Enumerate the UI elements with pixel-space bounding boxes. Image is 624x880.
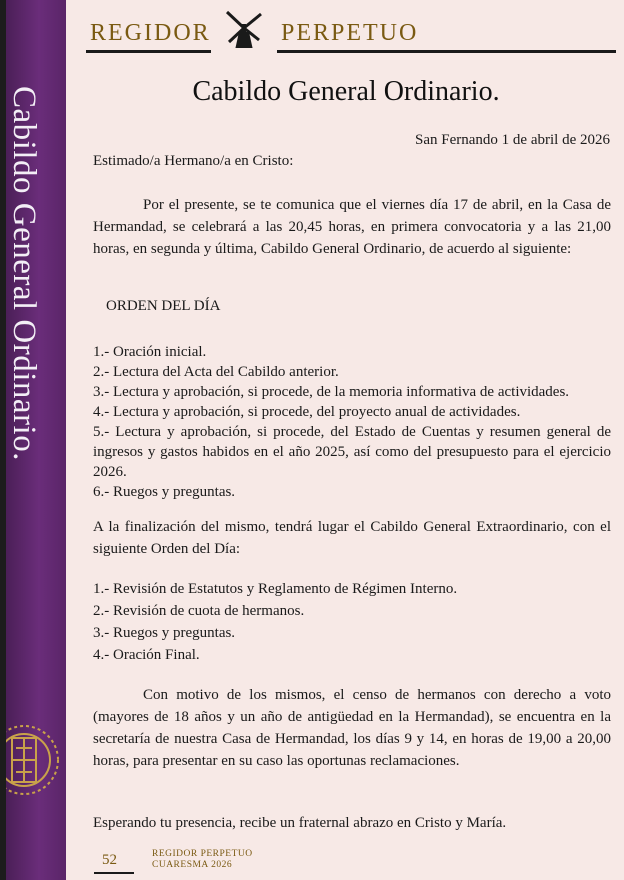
list-item: 4.- Lectura y aprobación, si procede, del proyecto anual de actividades. [93, 404, 521, 420]
list-item: 1.- Revisión de Estatutos y Reglamento de Régimen Interno. [93, 581, 458, 597]
footer-rule [94, 872, 134, 874]
census-paragraph: Con motivo de los mismos, el censo de hermanos con derecho a voto (mayores de 18 años y un año de antigüedad en la Hermandad), se encuentra en la secretaría de nuestra Casa de Hermandad, los días 9 y 14, en horas de 19,00 a 20,00 horas, para presentar en su caso las oportunas reclamaciones. [93, 687, 611, 769]
page-title: Cabildo General Ordinario. [192, 76, 500, 107]
header-rule-gap [211, 48, 277, 55]
list-item: 3.- Ruegos y preguntas. [93, 625, 236, 641]
list-item: 2.- Lectura del Acta del Cabildo anterior. [93, 364, 339, 380]
list-item: 2.- Revisión de cuota de hermanos. [93, 603, 305, 619]
extraordinary-list [93, 578, 611, 666]
intro-paragraph: Por el presente, se te comunica que el viernes día 17 de abril, en la Casa de Hermandad, se celebrará a las 20,45 horas, en primera convocatoria y a las 21,00 horas, en segunda y última, Cabildo General Ordinario, de acuerdo al siguiente: [93, 197, 611, 257]
side-title: Cabildo General Ordinario. [6, 86, 42, 461]
date-line: San Fernando 1 de abril de 2026 [415, 132, 610, 148]
header-rule [86, 50, 616, 53]
side-band [6, 0, 66, 880]
list-item: 4.- Oración Final. [93, 647, 200, 663]
list-item: 5.- Lectura y aprobación, si procede, del Estado de Cuentas y resumen general de ingresos y gastos habidos en el año 2025, así como del presupuesto para el ejercicio 2026. [93, 424, 611, 480]
header-left: REGIDOR [90, 20, 211, 46]
list-item: 1.- Oración inicial. [93, 344, 207, 360]
closing-line: Esperando tu presencia, recibe un fraternal abrazo en Cristo y María. [93, 815, 507, 831]
magazine-name: REGIDOR PERPETUO [152, 849, 253, 859]
header-right: PERPETUO [281, 20, 419, 46]
extraordinary-intro: A la finalización del mismo, tendrá lugar el Cabildo General Extraordinario, con el siguiente Orden del Día: [93, 519, 611, 557]
salutation: Estimado/a Hermano/a en Cristo: [93, 153, 294, 169]
orden-list [93, 342, 611, 502]
magazine-issue: CUARESMA 2026 [152, 860, 233, 870]
orden-heading: ORDEN DEL DÍA [106, 298, 221, 314]
page-number: 52 [102, 852, 117, 868]
document-page [6, 0, 624, 880]
magazine-header [86, 10, 624, 60]
list-item: 3.- Lectura y aprobación, si procede, de la memoria informativa de actividades. [93, 384, 570, 400]
brotherhood-emblem [6, 700, 66, 820]
list-item: 6.- Ruegos y preguntas. [93, 484, 236, 500]
magazine-footer [152, 849, 253, 871]
